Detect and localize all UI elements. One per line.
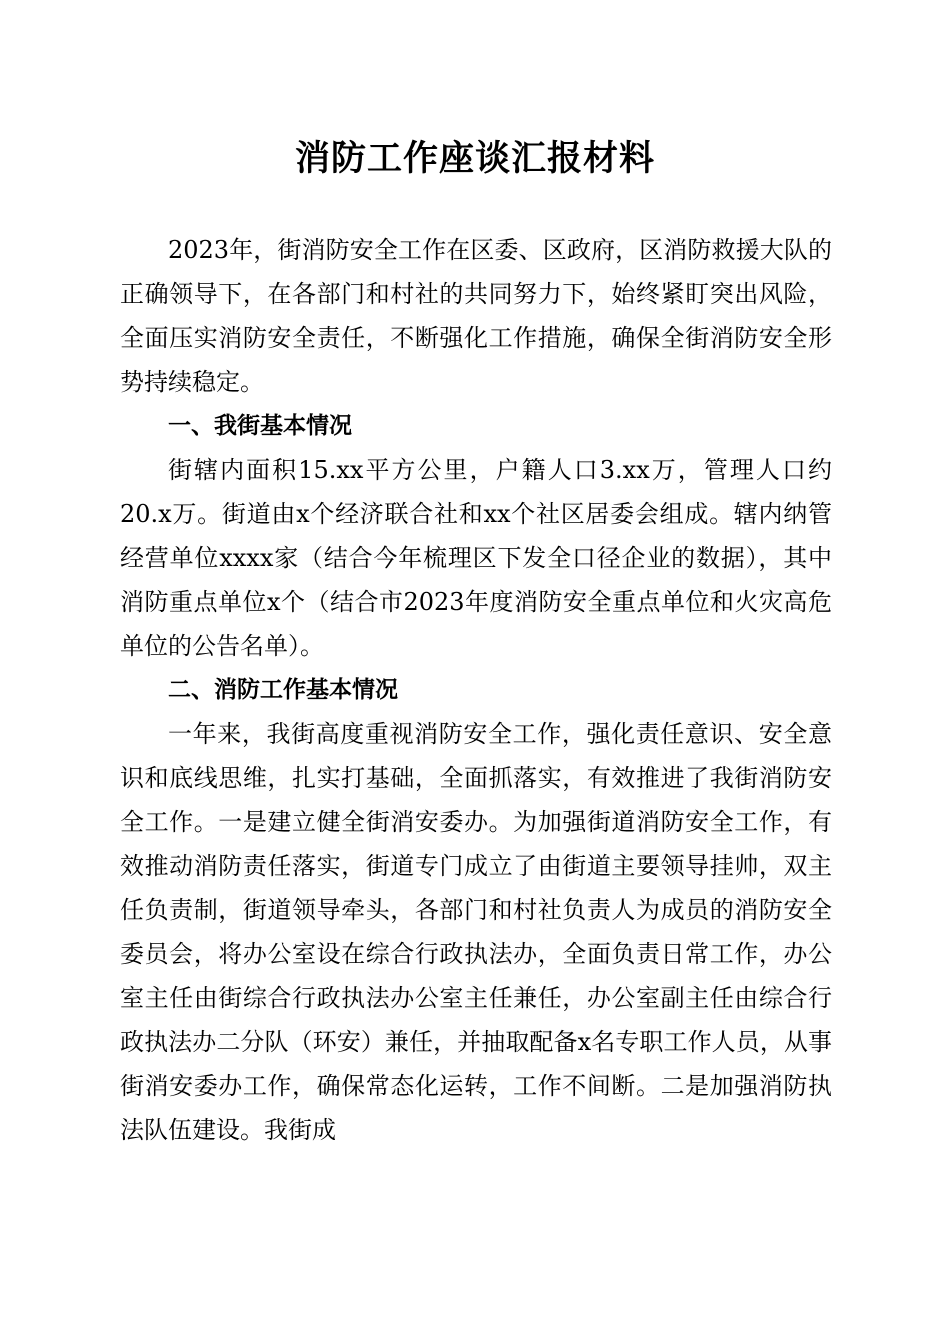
section-1-heading: 一、我街基本情况 [168,413,352,439]
section-2-heading: 二、消防工作基本情况 [168,677,398,703]
document-title: 消防工作座谈汇报材料 [294,138,655,179]
section-1-paragraph: 街辖内面积15.xx平方公里，户籍人口3.xx万，管理人口约20.x万。街道由x个经济联合社和xx个社区居委会组成。辖内纳管经营单位xxxx家（结合今年梳理区下发全口径企业的数据），其中消防重点单位x个（结合市2023年度消防安全重点单位和火灾高危单位的公告名单）。 [120,456,832,660]
section-2-paragraph: 一年来，我街高度重视消防安全工作，强化责任意识、安全意识和底线思维，扎实打基础，全面抓落实，有效推进了我街消防安全工作。一是建立健全街消安委办。为加强街道消防安全工作，有效推动消防责任落实，街道专门成立了由街道主要领导挂帅，双主任负责制，街道领导牵头，各部门和村社负责人为成员的消防安全委员会，将办公室设在综合行政执法办，全面负责日常工作，办公室主任由街综合行政执法办公室主任兼任，办公室副主任由综合行政执法办二分队（环安）兼任，并抽取配备x名专职工作人员，从事街消安委办工作，确保常态化运转，工作不间断。二是加强消防执法队伍建设。我街成 [120,720,832,1144]
intro-paragraph: 2023年，街消防安全工作在区委、区政府，区消防救援大队的正确领导下，在各部门和村社的共同努力下，始终紧盯突出风险，全面压实消防安全责任，不断强化工作措施，确保全街消防安全形势持续稳定。 [120,236,832,396]
document-body [120,228,832,1152]
